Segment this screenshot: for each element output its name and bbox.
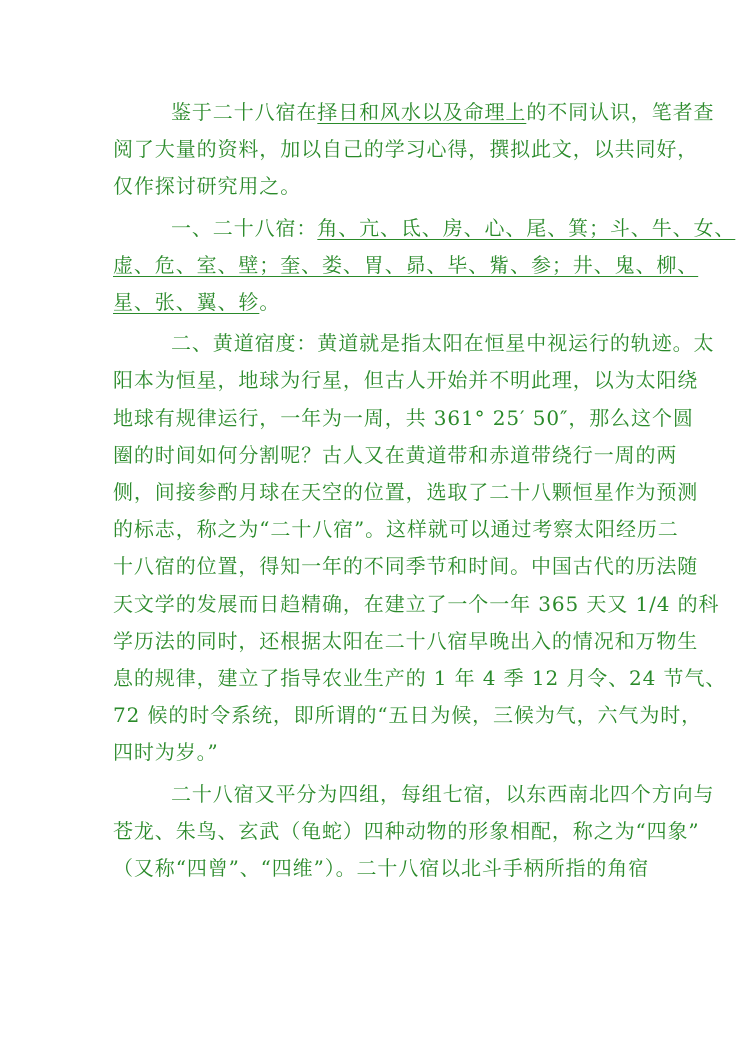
text-line: 的标志，称之为“二十八宿”。这样就可以通过考察太阳经历二	[113, 517, 679, 542]
text-segment: 。	[259, 290, 281, 315]
text-line: 二、黄道宿度：黄道就是指太阳在恒星中视运行的轨迹。太	[171, 331, 715, 356]
text-line	[113, 247, 699, 284]
mansion-list: 虚、危、室、壁；奎、娄、胃、昴、毕、觜、参；井、鬼、柳、	[113, 252, 699, 277]
text-segment: 的不同认识，笔者查	[526, 100, 715, 124]
text-line: 学历法的同时，还根据太阳在二十八宿早晚出入的情况和万物生	[113, 628, 699, 653]
text-line: 仅作探讨研究用之。	[113, 174, 302, 199]
text-line	[113, 210, 736, 247]
paragraph-section-1	[113, 210, 736, 322]
text-line: 十八宿的位置，得知一年的不同季节和时间。中国古代的历法随	[113, 554, 699, 579]
paragraph-intro	[113, 94, 715, 206]
document-page	[113, 94, 736, 887]
paragraph-four-symbols	[113, 776, 715, 888]
text-line: 苍龙、朱鸟、玄武（龟蛇）四种动物的形象相配，称之为“四象”	[113, 818, 700, 843]
text-line: 地球有规律运行，一年为一周，共 361° 25′ 50″，那么这个圆	[113, 405, 694, 430]
text-line: （又称“四曾”、“四维”）。二十八宿以北斗手柄所指的角宿	[113, 856, 650, 881]
paragraph-section-2	[113, 325, 727, 771]
text-line: 二十八宿又平分为四组，每组七宿，以东西南北四个方向与	[171, 781, 715, 806]
text-line: 息的规律，建立了指导农业生产的 1 年 4 季 12 月令、24 节气、	[113, 666, 727, 691]
text-line: 天文学的发展而日趋精确，在建立了一个一年 365 天又 1/4 的科	[113, 591, 720, 616]
text-line: 四时为岁。”	[113, 740, 219, 765]
text-line	[113, 284, 641, 321]
text-segment: 鉴于二十八宿在	[171, 100, 318, 124]
text-line	[113, 94, 715, 131]
text-line: 72 候的时令系统，即所谓的“五日为候，三候为气，六气为时，	[113, 703, 703, 728]
mansion-list: 角、亢、氐、房、心、尾、箕；斗、牛、女、	[317, 215, 736, 240]
text-line: 阳本为恒星，地球为行星，但古人开始并不明此理，以为太阳绕	[113, 368, 699, 393]
underlined-text: 择日和风水以及命理上	[317, 100, 527, 124]
section-heading: 一、二十八宿：	[171, 215, 318, 240]
text-line: 圈的时间如何分割呢？古人又在黄道带和赤道带绕行一周的两	[113, 442, 678, 467]
mansion-list: 星、张、翼、轸	[113, 290, 260, 315]
text-line: 侧，间接参酌月球在天空的位置，选取了二十八颗恒星作为预测	[113, 480, 699, 505]
text-line: 阅了大量的资料，加以自己的学习心得，撰拟此文，以共同好，	[113, 137, 699, 162]
